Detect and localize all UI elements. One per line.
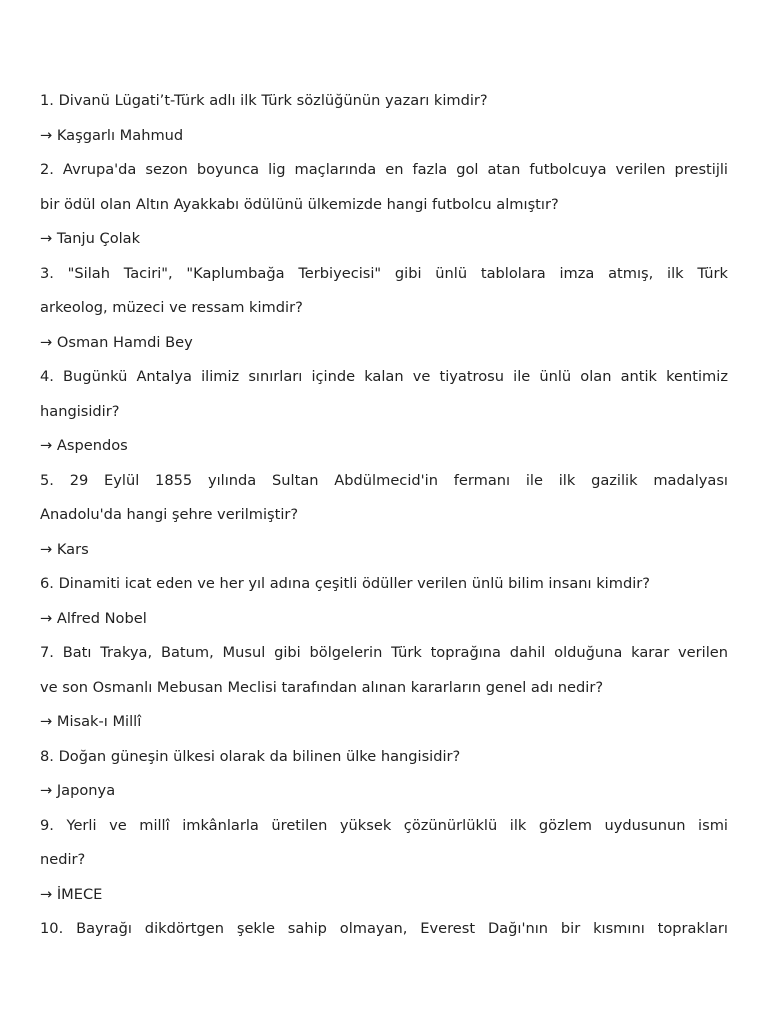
q9-question-line-2: nedir? (40, 851, 86, 868)
q7-question-line-1: 7. Batı Trakya, Batum, Musul gibi bölgelerin Türk toprağına dahil olduğuna karar verilen (40, 644, 728, 661)
q3-question-line-2: arkeolog, müzeci ve ressam kimdir? (40, 299, 303, 316)
q2-answer: → Tanju Çolak (40, 230, 141, 247)
q4-question-line-2: hangisidir? (40, 402, 120, 420)
q3-answer: → Osman Hamdi Bey (40, 333, 193, 351)
q7-question-line-2: ve son Osmanlı Mebusan Meclisi tarafından alınan kararların genel adı nedir? (40, 678, 604, 696)
q1-question: 1. Divanü Lügati’t-Türk adlı ilk Türk sözlüğünün yazarı kimdir? (40, 92, 488, 109)
q8-question: 8. Doğan güneşin ülkesi olarak da bilinen ülke hangisidir? (40, 747, 461, 765)
q2-question-line-2: bir ödül olan Altın Ayakkabı ödülünü ülkemizde hangi futbolcu almıştır? (40, 195, 559, 213)
q3-question-line-1: 3. "Silah Taciri", "Kaplumbağa Terbiyecisi" gibi ünlü tablolara imza atmış, ilk Türk (40, 264, 728, 282)
q9-question-line-1: 9. Yerli ve millî imkânlarla üretilen yüksek çözünürlüklü ilk gözlem uydusunun ismi (40, 816, 728, 834)
q5-question-line-1: 5. 29 Eylül 1855 yılında Sultan Abdülmecid'in fermanı ile ilk gazilik madalyası (40, 471, 728, 489)
q6-question: 6. Dinamiti icat eden ve her yıl adına çeşitli ödüller verilen ünlü bilim insanı kimdir? (40, 575, 651, 592)
q6-answer: → Alfred Nobel (40, 609, 147, 627)
q4-question-line-1: 4. Bugünkü Antalya ilimiz sınırları içinde kalan ve tiyatrosu ile ünlü olan antik kentimiz (40, 368, 728, 385)
q4-answer: → Aspendos (40, 437, 128, 454)
q1-answer: → Kaşgarlı Mahmud (40, 126, 184, 144)
q5-answer: → Kars (40, 540, 89, 558)
q5-question-line-2: Anadolu'da hangi şehre verilmiştir? (40, 506, 299, 523)
q7-answer: → Misak-ı Millî (40, 713, 142, 730)
q10-question-line-1: 10. Bayrağı dikdörtgen şekle sahip olmayan, Everest Dağı'nın bir kısmını toprakları (40, 920, 728, 937)
q8-answer: → Japonya (40, 782, 116, 799)
q9-answer: → İMECE (40, 885, 103, 903)
document-page (40, 84, 728, 947)
q2-question-line-1: 2. Avrupa'da sezon boyunca lig maçlarında en fazla gol atan futbolcuya verilen prestijli (40, 161, 728, 178)
